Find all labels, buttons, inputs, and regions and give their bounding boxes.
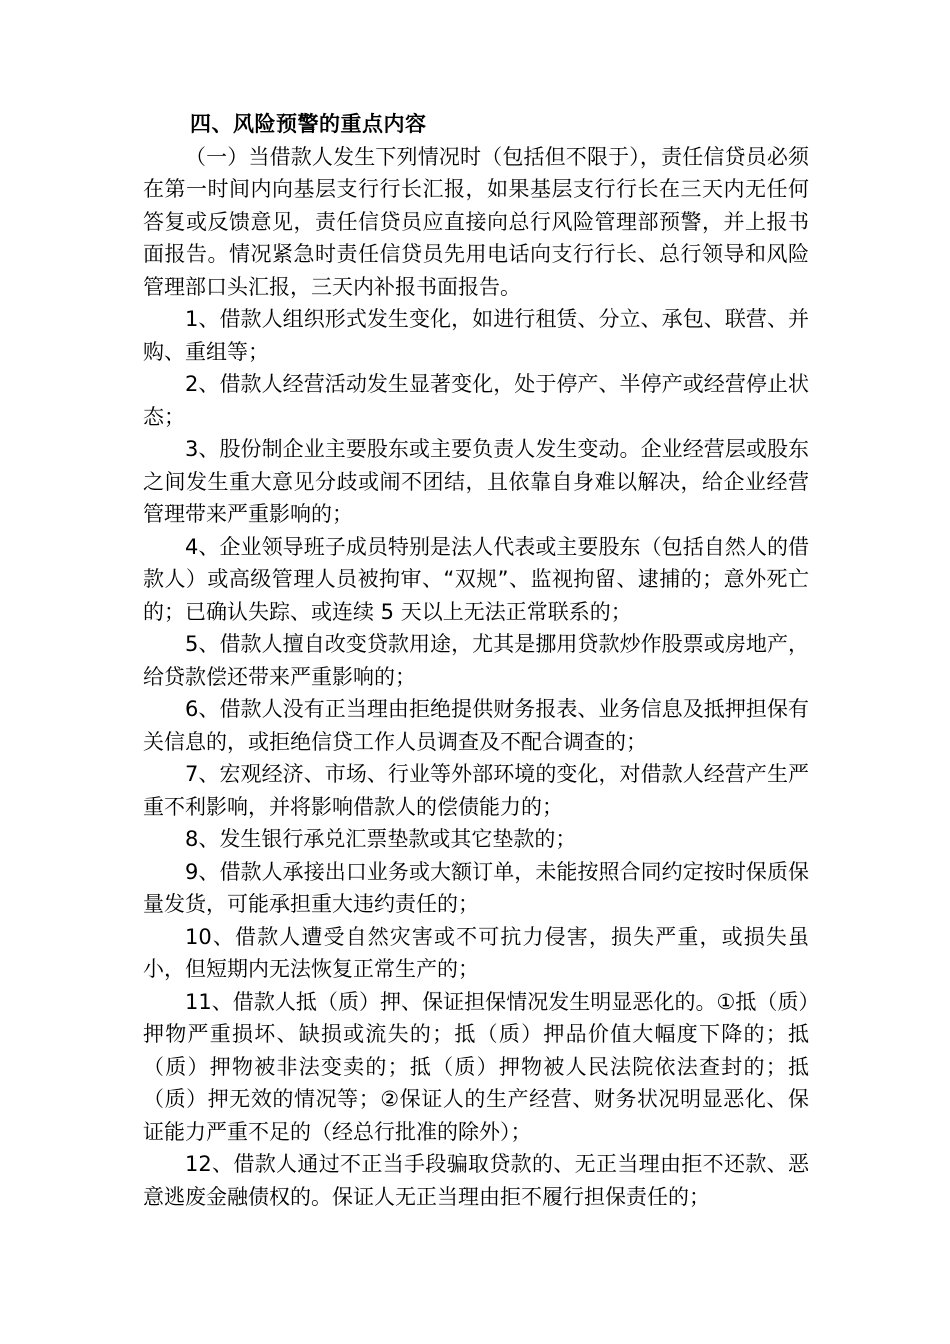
list-item-3: 3、股份制企业主要股东或主要负责人发生变动。企业经营层或股东之间发生重大意见分歧或闹不团结，且依靠自身难以解决，给企业经营管理带来严重影响的； <box>143 437 809 526</box>
list-item-12: 12、借款人通过不正当手段骗取贷款的、无正当理由拒不还款、恶意逃废金融债权的。保证人无正当理由拒不履行担保责任的； <box>143 1152 809 1209</box>
paragraph-intro: （一）当借款人发生下列情况时（包括但不限于），责任信贷员必须在第一时间内向基层支行行长汇报，如果基层支行行长在三天内无任何答复或反馈意见，责任信贷员应直接向总行风险管理部预警，并上报书面报告。情况紧急时责任信贷员先用电话向支行行长、总行领导和风险管理部口头汇报，三天内补报书面报告。 <box>143 144 809 299</box>
document-body <box>143 108 809 1213</box>
list-item-1: 1、借款人组织形式发生变化，如进行租赁、分立、承包、联营、并购、重组等； <box>143 307 809 364</box>
list-item-11: 11、借款人抵（质）押、保证担保情况发生明显恶化的。①抵（质）押物严重损坏、缺损或流失的；抵（质）押品价值大幅度下降的；抵（质）押物被非法变卖的；抵（质）押物被人民法院依法查封的；抵（质）押无效的情况等；②保证人的生产经营、财务状况明显恶化、保证能力严重不足的（经总行批准的除外）； <box>143 989 809 1144</box>
list-item-2: 2、借款人经营活动发生显著变化，处于停产、半停产或经营停止状态； <box>143 372 809 429</box>
list-item-10: 10、借款人遭受自然灾害或不可抗力侵害，损失严重，或损失虽小，但短期内无法恢复正常生产的； <box>143 924 809 981</box>
list-item-7: 7、宏观经济、市场、行业等外部环境的变化，对借款人经营产生严重不利影响，并将影响借款人的偿债能力的； <box>143 762 809 819</box>
list-item-4: 4、企业领导班子成员特别是法人代表或主要股东（包括自然人的借款人）或高级管理人员被拘审、“双规”、监视拘留、逮捕的；意外死亡的；已确认失踪、或连续 5 天以上无法正常联系的； <box>143 534 809 624</box>
list-item-9: 9、借款人承接出口业务或大额订单，未能按照合同约定按时保质保量发货，可能承担重大违约责任的； <box>143 859 809 916</box>
list-item-5: 5、借款人擅自改变贷款用途，尤其是挪用贷款炒作股票或房地产，给贷款偿还带来严重影响的； <box>143 632 809 689</box>
list-item-8: 8、发生银行承兑汇票垫款或其它垫款的； <box>185 827 577 851</box>
list-item-6: 6、借款人没有正当理由拒绝提供财务报表、业务信息及抵押担保有关信息的，或拒绝信贷工作人员调查及不配合调查的； <box>143 697 809 754</box>
section-heading: 四、风险预警的重点内容 <box>190 112 427 136</box>
